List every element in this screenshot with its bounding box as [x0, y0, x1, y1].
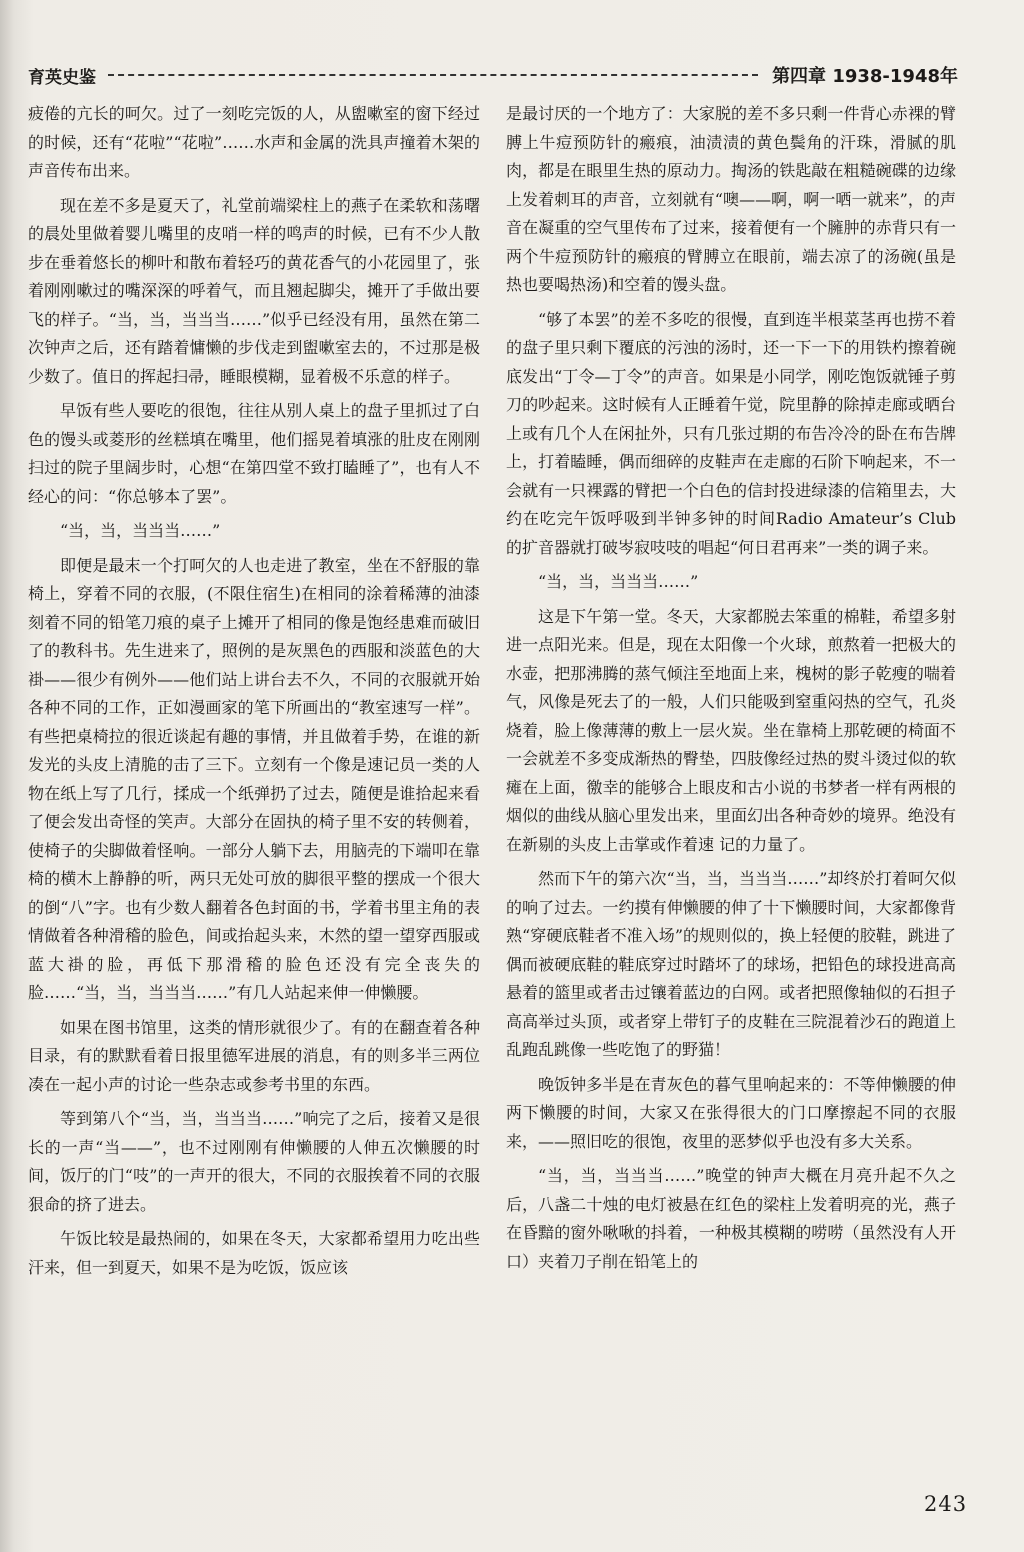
chapter-title: 第四章 1938-1948年 [772, 66, 958, 87]
paragraph: 如果在图书馆里，这类的情形就很少了。有的在翻查着各种目录，有的默默看着日报里德军进展的消息，有的则多半三两位凑在一起小声的讨论一些杂志或参考书里的东西。 [28, 1017, 480, 1094]
paragraph: “够了本罢”的差不多吃的很慢，直到连半根菜茎再也捞不着的盘子里只剩下覆底的污浊的汤时，还一下一下的用铁杓擦着碗底发出“丁令—丁令”的声音。如果是小同学，刚吃饱饭就锤子剪刀的吵起来。这时候有人正睡着午觉，院里静的除掉走廊或晒台上或有几个人在闲扯外，只有几张过期的布告冷冷的卧在布告牌上，打着瞌睡，偶而细碎的皮鞋声在走廊的石阶下响起来，不一会就有一只裸露的臂把一个白色的信封投进绿漆的信箱里去，大约在吃完午饭呼吸到半钟多钟的时间Radio Amateur’s Club的扩音器就打破岑寂吱吱的唱起“何日君再来”一类的调子来。 [506, 309, 956, 557]
paragraph: 是最讨厌的一个地方了：大家脱的差不多只剩一件背心赤裸的臂膊上牛痘预防针的瘢痕，油渍渍的黄色鬓角的汗珠，滑腻的肌肉，都是在眼里生热的原动力。掏汤的铁匙敲在粗糙碗碟的边缘上发着刺耳的声音，立刻就有“噢——啊，啊一哂一就来”，的声音在凝重的空气里传布了过来，接着便有一个臃肿的赤背只有一两个牛痘预防针的瘢痕的臂膊立在眼前，端去凉了的汤碗(虽是热也要喝热汤)和空着的馒头盘。 [506, 104, 956, 294]
paragraph: 晚饭钟多半是在青灰色的暮气里响起来的：不等伸懒腰的伸两下懒腰的时间，大家又在张得很大的门口摩擦起不同的衣服来，——照旧吃的很饱，夜里的恶梦似乎也没有多大关系。 [506, 1074, 956, 1151]
running-header [28, 58, 958, 92]
paragraph: 疲倦的亢长的呵欠。过了一刻吃完饭的人，从盥嗽室的窗下经过的时候，还有“花啦”“花啦”……水声和金属的洗具声撞着木架的声音传布出来。 [28, 104, 480, 180]
paragraph: “当，当，当当当……” [60, 521, 221, 540]
paragraph: 午饭比较是最热闹的，如果在冬天，大家都希望用力吃出些汗来，但一到夏天，如果不是为吃饭，饭应该 [28, 1229, 480, 1277]
header-dashed-rule [108, 74, 758, 76]
paragraph: 等到第八个“当，当，当当当……”响完了之后，接着又是很长的一声“当——”，也不过刚刚有伸懒腰的人伸五次懒腰的时间，饭厅的门“吱”的一声开的很大，不同的衣服挨着不同的衣服狠命的挤了进去。 [28, 1109, 480, 1214]
paragraph: 即便是最末一个打呵欠的人也走进了教室，坐在不舒服的靠椅上，穿着不同的衣服，(不限住宿生)在相同的涂着稀薄的油漆刻着不同的铅笔刀痕的桌子上摊开了相同的像是饱经患难而破旧了的教科书。先生进来了，照例的是灰黑色的西服和淡蓝色的大褂——很少有例外——他们站上讲台去不久，不同的衣服就开始各种不同的工作，正如漫画家的笔下所画出的“教室速写一样”。有些把桌椅拉的很近谈起有趣的事情，并且做着手势，在谁的新发光的头皮上清脆的击了三下。立刻有一个像是速记员一类的人物在纸上写了几行，揉成一个纸弹扔了过去，随便是谁拾起来看了便会发出奇怪的笑声。大部分在固执的椅子里不安的转侧着，使椅子的尖脚做着怪响。一部分人躺下去，用脑壳的下端叩在靠椅的横木上静静的听，两只无处可放的脚很平整的摆成一个很大的倒“八”字。也有少数人翻着各色封面的书，学着书里主角的表情做着各种滑稽的脸色，间或抬起头来，木然的望一望穿西服或蓝大褂的脸，再低下那滑稽的脸色还没有完全丧失的脸……“当，当，当当当……”有几人站起来伸一伸懒腰。 [28, 555, 480, 1002]
left-column [28, 100, 480, 1490]
paragraph: “当，当，当当当……”晚堂的钟声大概在月亮升起不久之后，八盏二十烛的电灯被悬在红色的梁柱上发着明亮的光，燕子在昏黯的窗外啾啾的抖着，一种极其模糊的唠唠（虽然没有人开口）夹着刀子削在铅笔上的 [506, 1166, 956, 1271]
paragraph: 这是下午第一堂。冬天，大家都脱去笨重的棉鞋，希望多射进一点阳光来。但是，现在太阳像一个火球，煎熬着一把极大的水壶，把那沸腾的蒸气倾注至地面上来，槐树的影子乾瘦的喘着气，风像是死去了的一般，人们只能吸到窒重闷热的空气，孔炎烧着，脸上像薄薄的敷上一层火炭。坐在靠椅上那乾硬的椅面不一会就差不多变成渐热的臀垫，四肢像经过热的熨斗烫过似的软瘫在上面，徼幸的能够合上眼皮和古小说的书梦者一样有两根的烟似的曲线从脑心里发出来，里面幻出各种奇妙的境界。绝没有在新剔的头皮上击掌或作着速 记的力量了。 [506, 606, 956, 854]
paragraph: 早饭有些人要吃的很饱，往往从别人桌上的盘子里抓过了白色的馒头或菱形的丝糕填在嘴里，他们摇晃着填涨的肚皮在刚刚扫过的院子里阔步时，心想“在第四堂不致打瞌睡了”，也有人不经心的问：“你总够本了罢”。 [28, 401, 480, 506]
page-number: 243 [924, 1492, 968, 1516]
right-column [506, 100, 956, 1490]
paragraph: “当，当，当当当……” [538, 572, 699, 591]
paragraph: 现在差不多是夏天了，礼堂前端梁柱上的燕子在柔软和荡曙的晨处里做着婴儿嘴里的皮哨一样的鸣声的时候，已有不少人散步在垂着悠长的柳叶和散布着轻巧的黄花香气的小花园里了，张着刚刚嗽过的嘴深深的呼着气，而且翘起脚尖，摊开了手做出要飞的样子。“当，当，当当当……”似乎已经没有用，虽然在第二次钟声之后，还有踏着慵懒的步伐走到盥嗽室去的，不过那是极少数了。值日的挥起扫帚，睡眼模糊，显着极不乐意的样子。 [28, 195, 480, 386]
book-title: 育英史鉴 [28, 67, 96, 88]
paragraph: 然而下午的第六次“当，当，当当当……”却终於打着呵欠似的响了过去。一约摸有伸懒腰的伸了十下懒腰时间，大家都像背熟“穿硬底鞋者不准入场”的规则似的，换上轻便的胶鞋，跳进了偶而被硬底鞋的鞋底穿过时踏坏了的球场，把铅色的球投进高高悬着的篮里或者击过镶着蓝边的白网。或者把照像轴似的石担子高高举过头顶，或者穿上带钉子的皮鞋在三院混着沙石的跑道上乱跑乱跳像一些吃饱了的野猫！ [506, 869, 956, 1059]
